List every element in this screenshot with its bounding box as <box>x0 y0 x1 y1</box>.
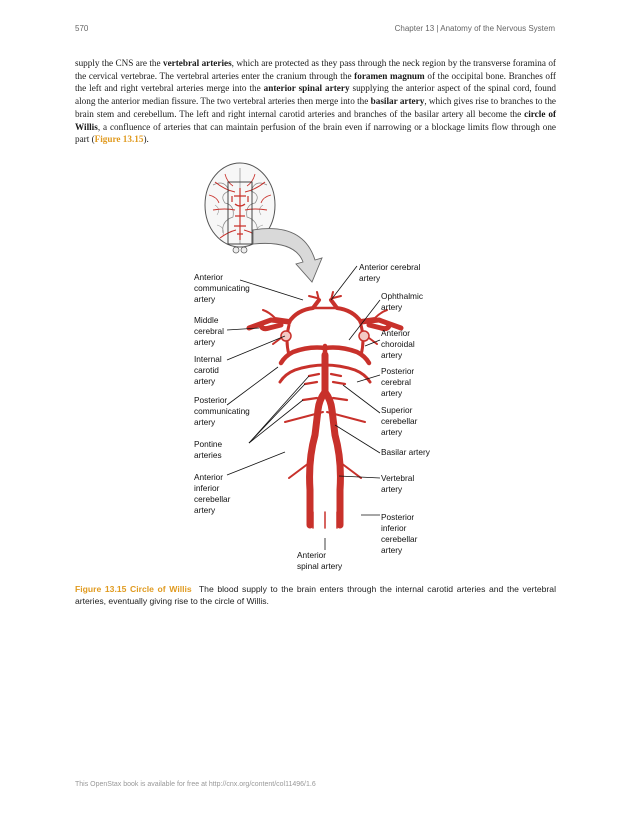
page-number: 570 <box>75 24 89 33</box>
label-basilar-artery: Basilar artery <box>381 447 430 457</box>
chapter-header: Chapter 13 | Anatomy of the Nervous System <box>394 24 555 33</box>
term-vertebral-arteries: vertebral arteries <box>162 58 232 68</box>
term-anterior-spinal-artery: anterior spinal artery <box>263 83 350 94</box>
figure-caption <box>75 583 556 608</box>
label-posterior-cerebral-artery: Posterior cerebral artery <box>381 366 415 398</box>
label-anterior-choroidal-artery: Anterior choroidal artery <box>381 328 415 360</box>
label-posterior-communicating-artery: Posterior communicating artery <box>194 395 250 427</box>
term-foramen-magnum: foramen magnum <box>354 70 425 81</box>
caption-label: Figure 13.15 Circle of Willis <box>75 584 192 594</box>
label-pontine-arteries: Pontine arteries <box>194 439 223 460</box>
label-posterior-inferior-cerebellar-artery: Posterior inferior cerebellar artery <box>381 512 418 555</box>
label-vertebral-artery: Vertebral artery <box>381 473 415 494</box>
zoom-arrow <box>253 229 322 282</box>
label-ophthalmic-artery: Ophthalmic artery <box>381 291 423 312</box>
label-anterior-communicating-artery: Anterior communicating artery <box>194 272 250 304</box>
label-internal-carotid-artery: Internal carotid artery <box>194 354 222 386</box>
caption-text: The blood supply to the brain enters through the internal carotid arteries and the vertebral arteries, eventually giving rise to the circle of Willis. <box>75 584 556 607</box>
circle-of-willis-figure <box>185 160 465 575</box>
term-basilar-artery: basilar artery <box>370 96 425 107</box>
label-anterior-spinal-artery: Anterior spinal artery <box>297 550 343 571</box>
label-superior-cerebellar-artery: Superior cerebellar artery <box>381 405 418 437</box>
artery-diagram <box>249 292 401 528</box>
label-anterior-cerebral-artery: Anterior cerebral artery <box>359 262 421 283</box>
body-paragraph: supply the CNS are the vertebral arteries, which are protected as they pass through the neck region by the transverse foramina of the cervical vertebrae. The vertebral arteries enter the cranium through the foramen magnum of the occipital bone. Branches off the left and right vertebral arteries merge into the anterior spinal artery supplying the anterior aspect of the spinal cord, found along the anterior median fissure. The two vertebral arteries then merge into the basilar artery, which gives rise to branches to the brain stem and cerebellum. The left and right internal carotid arteries and branches of the basilar artery all become the circle of Willis, a confluence of arteries that can maintain perfusion of the brain even if narrowing or a blockage limits flow through one part (Figure 13.15). <box>75 58 557 145</box>
term-circle-of-willis: circle of Willis <box>75 108 557 132</box>
footer-note: This OpenStax book is available for free at http://cnx.org/content/col11496/1.6 <box>75 781 316 788</box>
carotid-cross-sections <box>281 331 369 341</box>
label-middle-cerebral-artery: Middle cerebral artery <box>194 315 224 347</box>
figure-reference-link[interactable]: Figure 13.15 <box>94 134 144 145</box>
label-anterior-inferior-cerebellar-artery: Anterior inferior cerebellar artery <box>194 472 231 515</box>
